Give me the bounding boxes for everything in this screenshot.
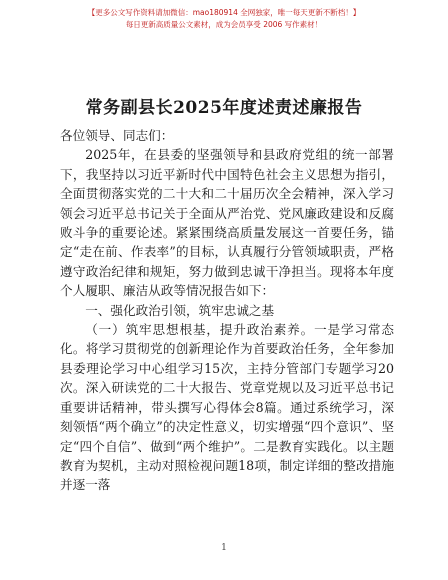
promo-banner-line-1: 【更多公文写作资料请加微信：mao180914 全网独家，唯一每天更新不断档！】 <box>87 8 361 17</box>
document-body <box>60 126 394 495</box>
intro-paragraph: 2025年，在县委的坚强领导和县政府党组的统一部署下，我坚持以习近平新时代中国特色社会主义思想为指引，全面贯彻落实党的二十大和二十届历次全会精神，深入学习领会习近平总书记关于全面从严治党、党风廉政建设和反腐败斗争的重要论述。紧紧围绕高质量发展这一首要任务，锚定“走在前、作表率”的目标，认真履行分管领域职责，严格遵守政治纪律和规矩，努力做到忠诚干净担当。现将本年度个人履职、廉洁从政等情况报告如下： <box>60 147 394 299</box>
body-paragraph: （一）筑牢思想根基，提升政治素养。一是学习常态化。将学习贯彻党的创新理论作为首要政治任务，全年参加县委理论学习中心组学习15次，主持分管部门专题学习20次。深入研读党的二十大报告、党章党规以及习近平总书记重要讲话精神，带头撰写心得体会8篇。通过系统学习，深刻领悟“两个确立”的决定性意义，切实增强“四个意识”、坚定“四个自信”、做到“两个维护”。二是教育实践化。以主题教育为契机，主动对照检视问题18项，制定详细的整改措施并逐一落 <box>60 322 394 493</box>
document-title: 常务副县长2025年度述责述廉报告 <box>85 98 363 118</box>
promo-banner-line-2: 每日更新高质量公文素材，成为会员享受 2006 写作素材！ <box>125 20 323 29</box>
section-heading: 一、强化政治引领，筑牢忠诚之基 <box>85 302 275 318</box>
page-number: 1 <box>221 543 227 553</box>
greeting: 各位领导、同志们： <box>60 128 174 143</box>
